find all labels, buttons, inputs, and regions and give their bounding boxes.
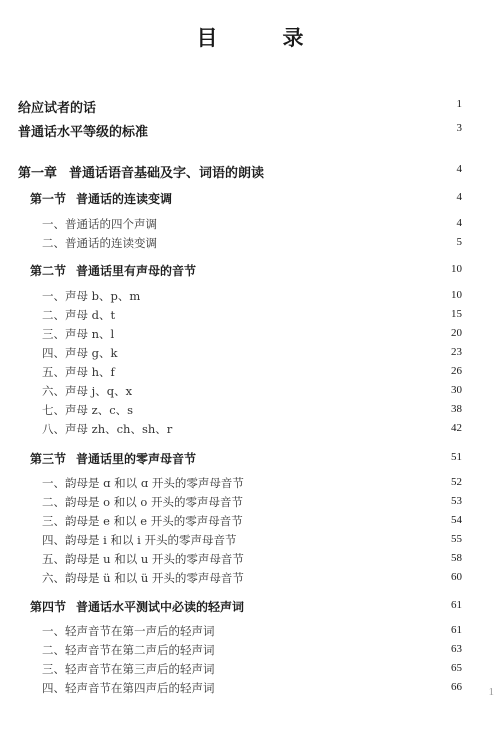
- toc-page-number: 3: [456, 122, 462, 134]
- toc-entry-label: [30, 190, 172, 207]
- toc-page-number: 61: [451, 624, 462, 636]
- toc-entry-label: 二、普通话的连读变调: [42, 236, 157, 250]
- toc-item-row[interactable]: [0, 680, 500, 698]
- toc-entry-label: 一、韵母是 ɑ 和以 ɑ 开头的零声母音节: [42, 476, 244, 490]
- toc-sec-row[interactable]: [0, 190, 500, 208]
- toc-item-row[interactable]: [0, 326, 500, 344]
- toc-item-row[interactable]: [0, 421, 500, 439]
- toc-item-row[interactable]: [0, 570, 500, 588]
- toc-page-number: 61: [451, 599, 462, 611]
- toc-page-number: 58: [451, 552, 462, 564]
- toc-page-number: 52: [451, 476, 462, 488]
- toc-entry-label: 一、普通话的四个声调: [42, 217, 157, 231]
- toc-entry-label: 一、声母 b、p、m: [42, 289, 141, 303]
- toc-entry-label: 八、声母 zh、ch、sh、r: [42, 422, 173, 436]
- toc-entry-label: [30, 262, 196, 279]
- toc-item-row[interactable]: [0, 475, 500, 493]
- toc-page-number: 55: [451, 533, 462, 545]
- toc-page-number: 53: [451, 495, 462, 507]
- toc-item-row[interactable]: [0, 623, 500, 641]
- toc-sec-row[interactable]: [0, 262, 500, 280]
- toc-entry-number: 第一章: [18, 166, 58, 181]
- toc-entry-label: 二、韵母是 o 和以 o 开头的零声母音节: [42, 495, 243, 509]
- toc-entry-label: 四、韵母是 i 和以 i 开头的零声母音节: [42, 533, 237, 547]
- toc-page-number: 15: [451, 308, 462, 320]
- toc-entry-label: 五、声母 h、f: [42, 365, 115, 379]
- toc-sec-row[interactable]: [0, 450, 500, 468]
- toc-entry-label: 七、声母 z、c、s: [42, 403, 134, 417]
- toc-item-row[interactable]: [0, 235, 500, 253]
- toc-item-row[interactable]: [0, 494, 500, 512]
- toc-entry-label: 四、轻声音节在第四声后的轻声词: [42, 681, 215, 695]
- toc-item-row[interactable]: [0, 364, 500, 382]
- toc-page-number: 4: [456, 217, 462, 229]
- toc-entry-number: 第三节: [30, 452, 67, 466]
- toc-entry-label: 给应试者的话: [18, 101, 97, 116]
- toc-item-row[interactable]: [0, 532, 500, 550]
- toc-entry-label: 四、声母 g、k: [42, 346, 118, 360]
- corner-page-mark: 1: [488, 686, 494, 698]
- toc-entry-label: 二、轻声音节在第二声后的轻声词: [42, 643, 215, 657]
- toc-page-number: 65: [451, 662, 462, 674]
- toc-entry-label: [18, 162, 264, 181]
- toc-item-row[interactable]: [0, 513, 500, 531]
- toc-page-number: 4: [456, 191, 462, 203]
- toc-entry-number: 第一节: [30, 192, 67, 206]
- toc-page-number: 1: [456, 98, 462, 110]
- toc-page-number: 63: [451, 643, 462, 655]
- toc-entry-label: [30, 598, 244, 615]
- toc-entry-title: 普通话语音基础及字、词语的朗读: [69, 166, 265, 181]
- toc-entry-label: 五、韵母是 u 和以 u 开头的零声母音节: [42, 552, 244, 566]
- toc-item-row[interactable]: [0, 216, 500, 234]
- toc-top-row[interactable]: [0, 97, 500, 115]
- toc-page-number: 42: [451, 422, 462, 434]
- toc-item-row[interactable]: [0, 307, 500, 325]
- toc-entry-label: 一、轻声音节在第一声后的轻声词: [42, 624, 215, 638]
- toc-entry-number: 第二节: [30, 264, 67, 278]
- toc-item-row[interactable]: [0, 642, 500, 660]
- toc-page-number: 10: [451, 263, 462, 275]
- toc-entry-label: 普通话水平等级的标准: [18, 125, 149, 140]
- toc-page-number: 60: [451, 571, 462, 583]
- toc-entry-label: 二、声母 d、t: [42, 308, 116, 322]
- toc-page-number: 4: [456, 163, 462, 175]
- toc-item-row[interactable]: [0, 383, 500, 401]
- toc-page-number: 5: [456, 236, 462, 248]
- toc-chap-row[interactable]: [0, 162, 500, 180]
- toc-item-row[interactable]: [0, 661, 500, 679]
- toc-item-row[interactable]: [0, 288, 500, 306]
- toc-item-row[interactable]: [0, 551, 500, 569]
- toc-page-number: 23: [451, 346, 462, 358]
- toc-page-number: 26: [451, 365, 462, 377]
- toc-entry-label: 三、轻声音节在第三声后的轻声词: [42, 662, 215, 676]
- toc-entry-label: 六、韵母是 ü 和以 ü 开头的零声母音节: [42, 571, 244, 585]
- toc-entry-number: 第四节: [30, 600, 67, 614]
- toc-page-number: 10: [451, 289, 462, 301]
- toc-page-number: 38: [451, 403, 462, 415]
- toc-sec-row[interactable]: [0, 598, 500, 616]
- toc-entry-title: 普通话水平测试中必读的轻声词: [76, 600, 245, 614]
- toc-entry-label: 三、声母 n、l: [42, 327, 115, 341]
- toc-item-row[interactable]: [0, 402, 500, 420]
- toc-item-row[interactable]: [0, 345, 500, 363]
- toc-entry-label: [30, 450, 196, 467]
- toc-page-number: 54: [451, 514, 462, 526]
- toc-entry-title: 普通话里的零声母音节: [76, 452, 197, 466]
- toc-entry-title: 普通话里有声母的音节: [76, 264, 197, 278]
- toc-entry-title: 普通话的连读变调: [76, 192, 173, 206]
- toc-page-number: 51: [451, 451, 462, 463]
- toc-entry-label: 六、声母 j、q、x: [42, 384, 133, 398]
- toc-page-number: 30: [451, 384, 462, 396]
- toc-page-number: 66: [451, 681, 462, 693]
- toc-page-number: 20: [451, 327, 462, 339]
- toc-entry-label: 三、韵母是 e 和以 e 开头的零声母音节: [42, 514, 243, 528]
- toc-top-row[interactable]: [0, 121, 500, 139]
- page-title: 目 录: [196, 25, 326, 50]
